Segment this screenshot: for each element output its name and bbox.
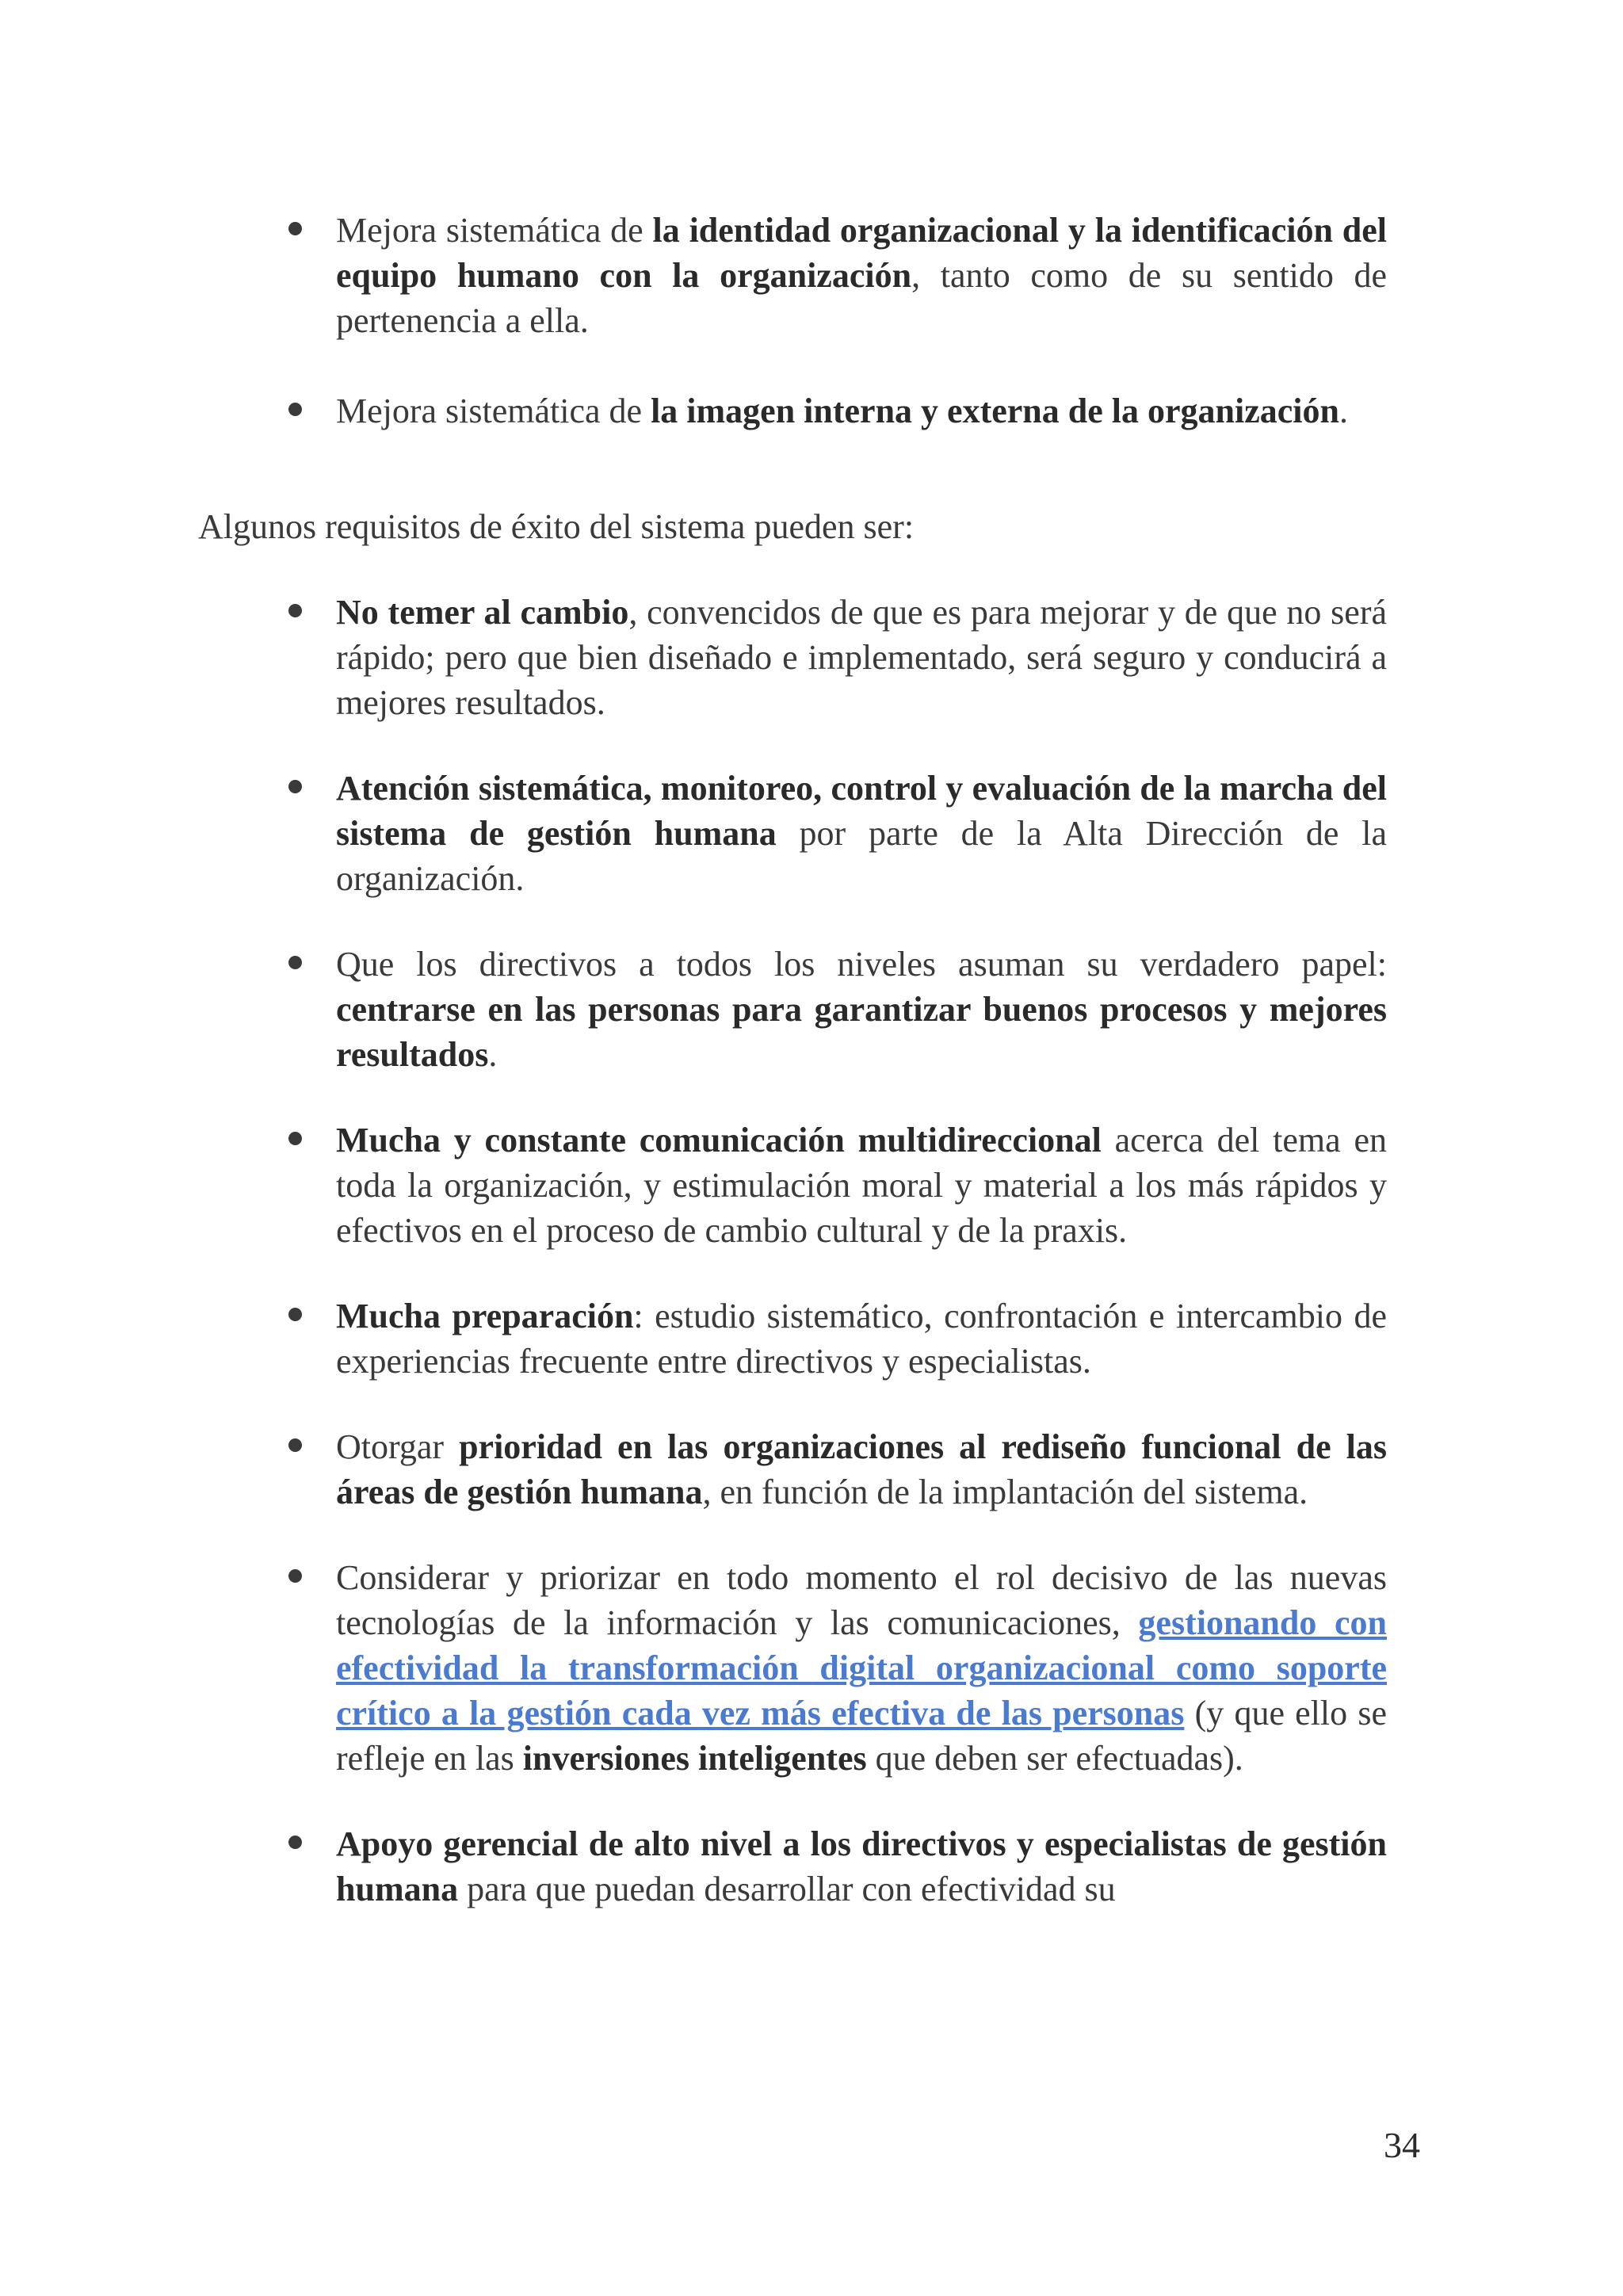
bullet-dot-icon <box>288 1132 302 1145</box>
digital-transformation-link[interactable]: gestionando con efectividad la transformación digital organizacional como soporte crítico a la gestión cada vez más efectiva de las personas <box>336 1603 1387 1733</box>
list-item: Mejora sistemática de la imagen interna y externa de la organización. <box>198 388 1387 434</box>
list-item: No temer al cambio, convencidos de que es para mejorar y de que no será rápido; pero que bien diseñado e implementado, será seguro y conducirá a mejores resultados. <box>198 590 1387 725</box>
bullet-dot-icon <box>288 403 302 416</box>
list-item: Mucha y constante comunicación multidireccional acerca del tema en toda la organización, y estimulación moral y material a los más rápidos y efectivos en el proceso de cambio cultural y de la praxis. <box>198 1117 1387 1253</box>
bullet-dot-icon <box>288 780 302 793</box>
page-content <box>198 208 1387 1912</box>
bullet-dot-icon <box>288 604 302 617</box>
bullet-dot-icon <box>288 1836 302 1849</box>
intro-paragraph: Algunos requisitos de éxito del sistema pueden ser: <box>198 507 915 546</box>
list-item: Mucha preparación: estudio sistemático, confrontación e intercambio de experiencias frecuente entre directivos y especialistas. <box>198 1293 1387 1384</box>
list-item: Considerar y priorizar en todo momento el rol decisivo de las nuevas tecnologías de la información y las comunicaciones, gestionando con efectividad la transformación digital organizacional como soporte crítico a la gestión cada vez más efectiva de las personas (y que ello se refleje en las inversiones inteligentes que deben ser efectuadas). <box>198 1555 1387 1781</box>
bullet-dot-icon <box>288 956 302 969</box>
bullet-dot-icon <box>288 1569 302 1583</box>
bullet-dot-icon <box>288 1308 302 1321</box>
list-item: Que los directivos a todos los niveles asuman su verdadero papel: centrarse en las personas para garantizar buenos procesos y mejores resultados. <box>198 942 1387 1077</box>
page-number: 34 <box>1384 2125 1420 2165</box>
requirements-list <box>198 590 1387 1912</box>
list-item: Apoyo gerencial de alto nivel a los directivos y especialistas de gestión humana para que puedan desarrollar con efectividad su <box>198 1821 1387 1912</box>
list-item: Atención sistemática, monitoreo, control y evaluación de la marcha del sistema de gestión humana por parte de la Alta Dirección de la organización. <box>198 766 1387 901</box>
top-bullet-list <box>198 208 1387 434</box>
list-item: Otorgar prioridad en las organizaciones al rediseño funcional de las áreas de gestión humana, en función de la implantación del sistema. <box>198 1424 1387 1515</box>
list-item: Mejora sistemática de la identidad organizacional y la identificación del equipo humano con la organización, tanto como de su sentido de pertenencia a ella. <box>198 208 1387 343</box>
bullet-dot-icon <box>288 1438 302 1452</box>
bullet-dot-icon <box>288 222 302 235</box>
